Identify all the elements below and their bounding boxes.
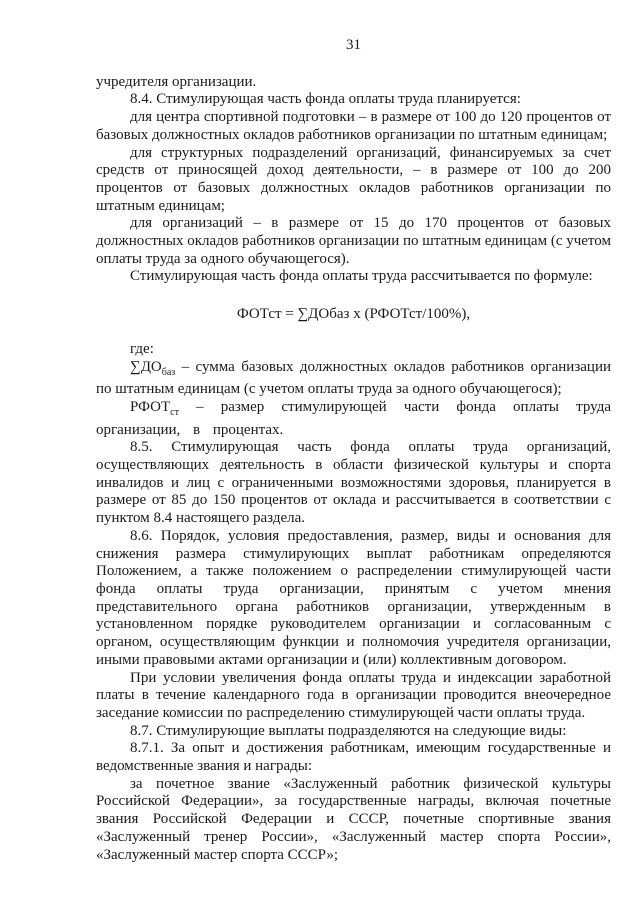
definition-text: – сумма базовых должностных окладов работников организации по штатным единицам (с учетом оплаты труда за одного обучающегося); [96,358,611,398]
paragraph-continuation: учредителя организации. [96,73,257,90]
definition-text: – размер стимулирующей части фонда оплаты труда организации, в процентах. [96,398,611,438]
definition-sum-base-salaries [96,359,611,399]
formula: ФОТст = ∑ДОбаз х (РФОТст/100%), [236,306,471,323]
definition-subscript: ст [170,406,179,418]
paragraph-formula-intro: Стимулирующая часть фонда оплаты труда рассчитывается по формуле: [130,268,593,285]
paragraph-structural-units: для структурных подразделений организаций, финансируемых за счет средств от приносящей доход деятельности, – в размере от 100 до 200 процентов от базовых должностных окладов работников организации по штатным единицам; [96,144,611,214]
definition-symbol: РФОТ [130,398,171,415]
paragraph-8-7-1: 8.7.1. За опыт и достижения работникам, имеющим государственные и ведомственные звания и награды: [96,740,611,775]
paragraph-extraordinary-meeting: При условии увеличения фонда оплаты труда и индексации заработной платы в течение календарного года в организации проводится внеочередное заседание комиссии по распределению стимулирующей части оплаты труда. [96,669,611,721]
paragraph-8-6: 8.6. Порядок, условия предоставления, размер, виды и основания для снижения размера стимулирующих выплат работникам определяются Положением, а также положением о распределении стимулирующей части фонда оплаты труда организации, принятым с учетом мнения представительного органа работников организации, утвержденным в установленном порядке руководителем организации и согласованным с органом, осуществляющим функции и полномочия учредителя организации, иными правовыми актами организации и (или) коллективным договором. [96,527,611,668]
paragraph-8-4: 8.4. Стимулирующая часть фонда оплаты труда планируется: [130,91,521,108]
definition-subscript: баз [161,366,176,378]
paragraph-where: где: [130,340,154,357]
paragraph-8-7: 8.7. Стимулирующие выплаты подразделяются на следующие виды: [130,722,567,739]
paragraph-8-5: 8.5. Стимулирующая часть фонда оплаты труда организаций, осуществляющих деятельность в области физической культуры и спорта инвалидов и лиц с ограниченными возможностями здоровья, планируется в размере от 85 до 150 процентов от оклада и рассчитывается в соответствии с пунктом 8.4 настоящего раздела. [96,439,611,527]
paragraph-honorary-titles: за почетное звание «Заслуженный работник физической культуры Российской Федерации», за государственные награды, включая почетные звания Российской Федерации и СССР, почетные спортивные звания «Заслуженный тренер России», «Заслуженный мастер спорта России», «Заслуженный мастер спорта СССР»; [96,775,611,863]
paragraph-sports-center: для центра спортивной подготовки – в размере от 100 до 120 процентов от базовых должностных окладов работников организации по штатным единицам; [96,109,611,143]
definition-stimulating-share [96,399,611,439]
definition-symbol: ∑ДО [130,358,162,375]
page-number: 31 [346,37,361,53]
paragraph-organizations: для организаций – в размере от 15 до 170 процентов от базовых должностных окладов работников организации по штатным единицам (с учетом оплаты труда за одного обучающегося). [96,215,611,267]
